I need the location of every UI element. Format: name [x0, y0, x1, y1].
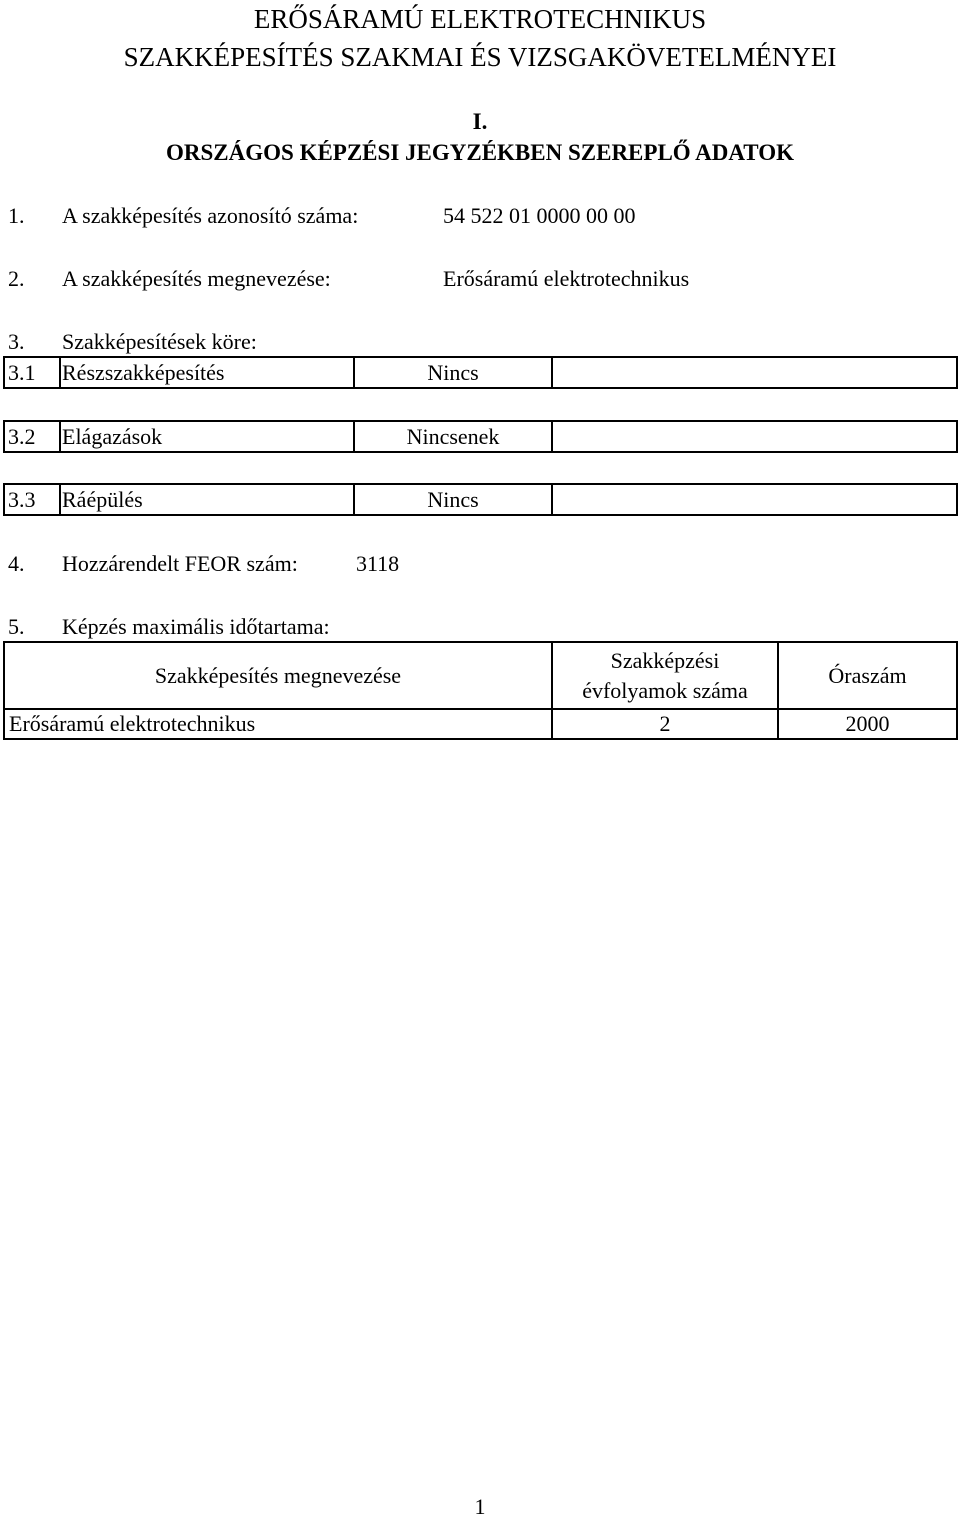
- row-years: 2: [659, 711, 671, 736]
- scope-row-3-1: [3, 356, 958, 389]
- header-hours: Óraszám: [828, 662, 907, 688]
- section-number: I.: [472, 109, 488, 134]
- item5-number: 5.: [8, 614, 25, 639]
- item5-label: Képzés maximális időtartama:: [62, 614, 330, 639]
- item3-label: Szakképesítések köre:: [62, 329, 257, 354]
- item1-number: 1.: [8, 203, 25, 228]
- item4-number: 4.: [8, 551, 25, 576]
- header-years: [553, 643, 777, 708]
- item4-label: Hozzárendelt FEOR szám:: [62, 551, 298, 576]
- scope-row-number: 3.2: [8, 423, 36, 449]
- header-years-line2: évfolyamok száma: [582, 677, 748, 703]
- item1-label: A szakképesítés azonosító száma:: [62, 203, 359, 228]
- divider: [59, 422, 61, 451]
- item2-label: A szakképesítés megnevezése:: [62, 266, 331, 291]
- scope-row-3-3: [3, 483, 958, 516]
- row-hours: 2000: [845, 711, 890, 736]
- scope-row-value: Nincs: [427, 486, 479, 512]
- duration-table: [3, 641, 958, 740]
- header-years-line1: Szakképzési: [610, 647, 720, 673]
- scope-row-3-2: [3, 420, 958, 453]
- scope-row-number: 3.3: [8, 486, 36, 512]
- scope-row-number: 3.1: [8, 359, 36, 385]
- document-title-line2: SZAKKÉPESÍTÉS SZAKMAI ÉS VIZSGAKÖVETELMÉNYEI: [123, 42, 837, 72]
- row-name: Erősáramú elektrotechnikus: [9, 711, 256, 736]
- divider: [59, 485, 61, 514]
- item2-value: Erősáramú elektrotechnikus: [443, 266, 690, 291]
- scope-row-label: Részszakképesítés: [62, 359, 225, 385]
- page-number: 1: [474, 1494, 486, 1519]
- document-title-line1: ERŐSÁRAMÚ ELEKTROTECHNIKUS: [253, 4, 707, 34]
- divider: [551, 358, 553, 387]
- item1-value: 54 522 01 0000 00 00: [443, 203, 636, 228]
- scope-row-label: Elágazások: [62, 423, 163, 449]
- scope-row-value: Nincsenek: [406, 423, 500, 449]
- scope-row-value: Nincs: [427, 359, 479, 385]
- item3-number: 3.: [8, 329, 25, 354]
- item2-number: 2.: [8, 266, 25, 291]
- item4-value: 3118: [356, 551, 400, 576]
- divider: [551, 485, 553, 514]
- scope-row-label: Ráépülés: [62, 486, 143, 512]
- divider: [551, 422, 553, 451]
- section-title: ORSZÁGOS KÉPZÉSI JEGYZÉKBEN SZEREPLŐ ADATOK: [166, 140, 794, 165]
- divider: [59, 358, 61, 387]
- header-name: Szakképesítés megnevezése: [154, 662, 402, 688]
